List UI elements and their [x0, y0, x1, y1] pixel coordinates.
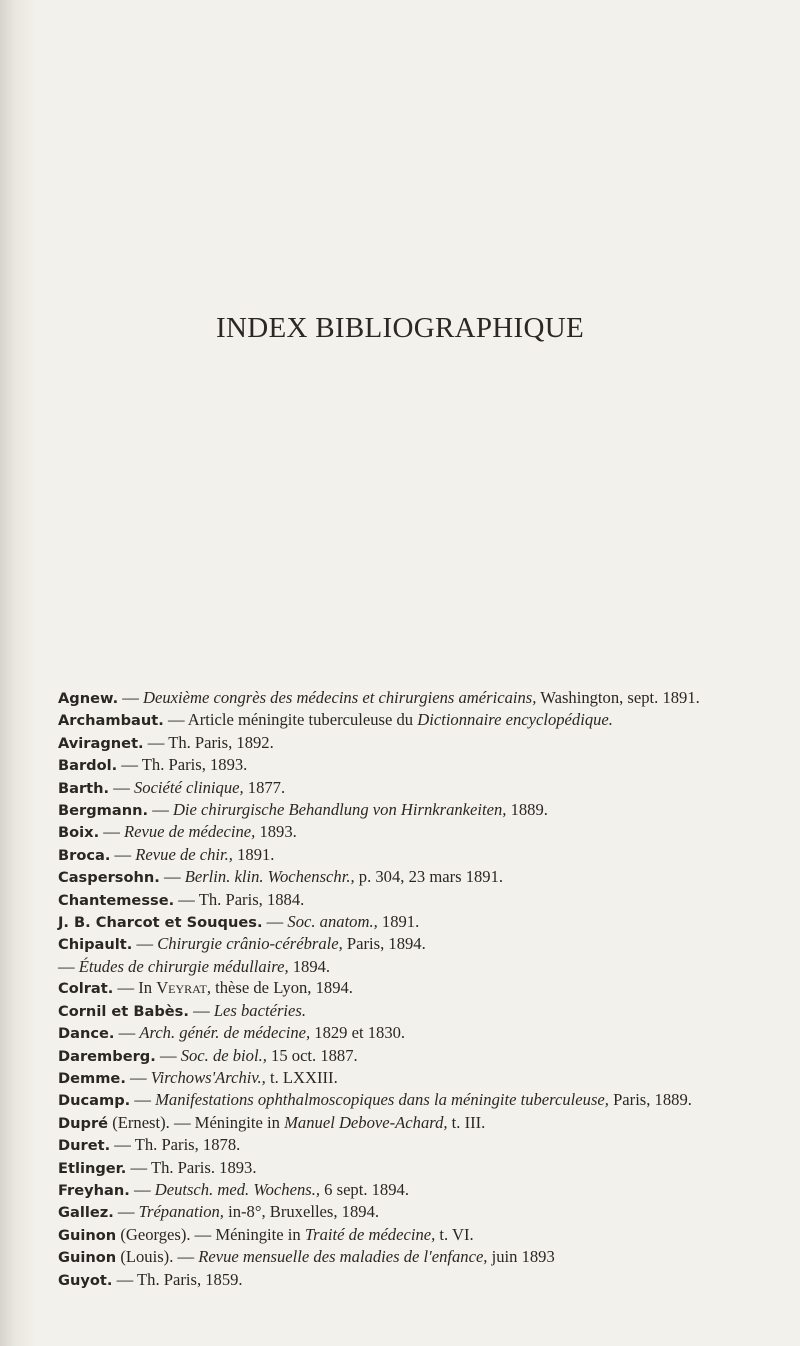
entry-title: Manuel Debove-Achard, [284, 1112, 448, 1132]
entry-details: 1893. [255, 822, 297, 842]
entry-separator: — [113, 1202, 139, 1222]
entry-author: Archambaut. [58, 712, 164, 730]
bibliography-entry [58, 821, 778, 843]
bibliography-entry [58, 1224, 778, 1246]
entry-title: Revue mensuelle des maladies de l'enfance, [198, 1247, 488, 1267]
entry-author: Caspersohn. [58, 869, 160, 887]
entry-author: Barth. [58, 779, 110, 797]
entry-title: Die chirurgische Behandlung von Hirnkrankeiten, [172, 800, 507, 820]
entry-author: Ducamp. [58, 1092, 131, 1110]
entry-author: Chantemesse. [58, 891, 175, 909]
entry-title: Soc. de biol., [180, 1045, 267, 1065]
entry-separator: — [112, 1269, 138, 1289]
entry-title: Revue de chir., [135, 844, 233, 864]
entry-separator: — [114, 1023, 140, 1043]
entry-separator: — [109, 777, 134, 797]
entry-small-caps-name: Veyrat [156, 978, 207, 998]
bibliography-entry [58, 709, 778, 731]
bibliography-entry [58, 1201, 778, 1223]
entry-title: Dictionnaire encyclopédique. [417, 710, 613, 730]
entry-author: Etlinger. [58, 1159, 127, 1177]
bibliography-entry [58, 911, 778, 933]
entry-author: Colrat. [58, 980, 114, 998]
bibliography-entry [58, 777, 778, 799]
entry-details: Th. Paris, 1859. [137, 1269, 243, 1289]
entry-details: p. 304, 23 mars 1891. [354, 867, 504, 887]
entry-details: 1891. [232, 844, 275, 864]
entry-author: Gallez. [58, 1204, 114, 1222]
entry-title: Les bactéries. [213, 1000, 306, 1020]
entry-author: Dupré [58, 1114, 109, 1132]
entry-details: 1891. [377, 912, 420, 932]
entry-details: 6 sept. 1894. [320, 1179, 409, 1199]
entry-separator: — [99, 822, 124, 842]
bibliography-entry [58, 1022, 778, 1044]
page-binding-shadow [0, 0, 36, 1346]
entry-separator: — [163, 710, 188, 730]
entry-separator: — [174, 889, 199, 909]
entry-details: Washington, sept. 1891. [536, 688, 700, 707]
entry-author: Cornil et Babès. [58, 1002, 189, 1020]
entry-title: Berlin. klin. Wochenschr., [184, 867, 355, 887]
entry-details: Paris, 1894. [342, 934, 426, 954]
bibliography-entry [58, 1089, 778, 1111]
entry-details: 1889. [506, 800, 548, 820]
bibliography-entry [58, 889, 778, 911]
bibliography-entry [58, 1269, 778, 1291]
bibliography-entry [58, 1134, 778, 1156]
entry-title: Études de chirurgie médullaire, [78, 956, 289, 976]
entry-author: Guinon [58, 1226, 117, 1244]
entry-title: Traité de médecine, [304, 1224, 436, 1244]
entry-separator: — [262, 912, 288, 932]
bibliography-entry [58, 732, 778, 754]
bibliography-entry [58, 977, 778, 999]
entry-details: Th. Paris, 1892. [168, 732, 274, 752]
entry-separator: — [113, 978, 139, 998]
bibliography-entry [58, 1045, 778, 1067]
entry-details: Th. Paris, 1884. [198, 889, 305, 909]
entry-author: J. B. Charcot et Souques. [58, 914, 263, 932]
entry-title: Arch. génér. de médecine, [139, 1023, 311, 1043]
bibliography-list [58, 687, 778, 1291]
entry-separator: — [159, 867, 185, 887]
entry-separator: — [58, 956, 79, 976]
bibliography-entry [58, 687, 778, 709]
entry-title: Deutsch. med. Wochens., [154, 1179, 321, 1199]
entry-title: Société clinique, [133, 777, 244, 797]
entry-separator: — [126, 1157, 151, 1177]
entry-prefix: Article méningite tuberculeuse du [187, 710, 418, 730]
entry-separator: — [132, 934, 158, 954]
bibliography-entry [58, 799, 778, 821]
entry-prefix: In [138, 978, 157, 998]
entry-details: 1877. [243, 777, 286, 797]
bibliography-entry [58, 866, 778, 888]
entry-details: t. VI. [435, 1224, 474, 1244]
entry-author: Duret. [58, 1137, 111, 1155]
entry-author: Demme. [58, 1069, 126, 1087]
entry-author: Agnew. [58, 690, 119, 707]
bibliography-entry [58, 956, 778, 977]
entry-author: Chipault. [58, 936, 133, 954]
entry-details: t. III. [447, 1112, 486, 1132]
entry-author: Guyot. [58, 1271, 113, 1289]
entry-details: Paris, 1889. [608, 1090, 692, 1110]
bibliography-entry [58, 1112, 778, 1134]
entry-separator: — [117, 755, 142, 775]
entry-separator: — [110, 844, 136, 864]
entry-prefix: (Ernest). — Méningite in [112, 1112, 285, 1132]
page-title: INDEX BIBLIOGRAPHIQUE [216, 312, 584, 344]
entry-title: Chirurgie crânio-cérébrale, [157, 934, 343, 954]
entry-separator: — [143, 732, 169, 752]
entry-author: Aviragnet. [58, 734, 144, 752]
entry-separator: — [118, 688, 144, 707]
entry-details: 1829 et 1830. [310, 1023, 406, 1043]
entry-details: 1894. [288, 956, 331, 976]
bibliography-entry [58, 933, 778, 955]
entry-separator: — [155, 1045, 181, 1065]
entry-author: Dance. [58, 1025, 115, 1043]
entry-title: Virchows'Archiv., [150, 1067, 266, 1087]
entry-title: Revue de médecine, [124, 822, 256, 842]
entry-author: Freyhan. [58, 1181, 130, 1199]
entry-separator: — [125, 1067, 151, 1087]
bibliography-entry [58, 1246, 778, 1268]
entry-author: Boix. [58, 824, 100, 842]
entry-author: Guinon [58, 1249, 117, 1267]
bibliography-entry [58, 1157, 778, 1179]
entry-details: juin 1893 [487, 1247, 555, 1267]
entry-prefix: (Georges). — Méningite in [120, 1224, 305, 1244]
bibliography-entry [58, 1067, 778, 1089]
entry-author: Daremberg. [58, 1047, 156, 1065]
entry-separator: — [148, 800, 173, 820]
entry-separator: — [130, 1090, 156, 1110]
entry-title: Manifestations ophthalmoscopiques dans la méningite tuberculeuse, [155, 1090, 609, 1110]
entry-details: Th. Paris. 1893. [150, 1157, 257, 1177]
entry-details: , thèse de Lyon, 1894. [206, 978, 353, 998]
entry-title: Trépanation, [138, 1202, 224, 1222]
entry-details: in-8°, Bruxelles, 1894. [223, 1202, 380, 1222]
entry-author: Broca. [58, 846, 111, 864]
entry-prefix: (Louis). — [120, 1247, 199, 1267]
bibliography-entry [58, 1000, 778, 1022]
bibliography-entry [58, 754, 778, 776]
bibliography-entry [58, 844, 778, 866]
entry-title: Soc. anatom., [287, 912, 378, 932]
entry-title: Deuxième congrès des médecins et chirurgiens américains, [143, 688, 537, 707]
entry-separator: — [188, 1000, 214, 1020]
entry-separator: — [129, 1179, 155, 1199]
entry-author: Bardol. [58, 757, 118, 775]
entry-details: Th. Paris, 1893. [141, 755, 248, 775]
entry-details: t. LXXIII. [265, 1067, 338, 1087]
entry-details: Th. Paris, 1878. [134, 1135, 241, 1155]
entry-separator: — [110, 1135, 135, 1155]
bibliography-entry [58, 1179, 778, 1201]
entry-details: 15 oct. 1887. [266, 1045, 358, 1065]
entry-author: Bergmann. [58, 802, 149, 820]
